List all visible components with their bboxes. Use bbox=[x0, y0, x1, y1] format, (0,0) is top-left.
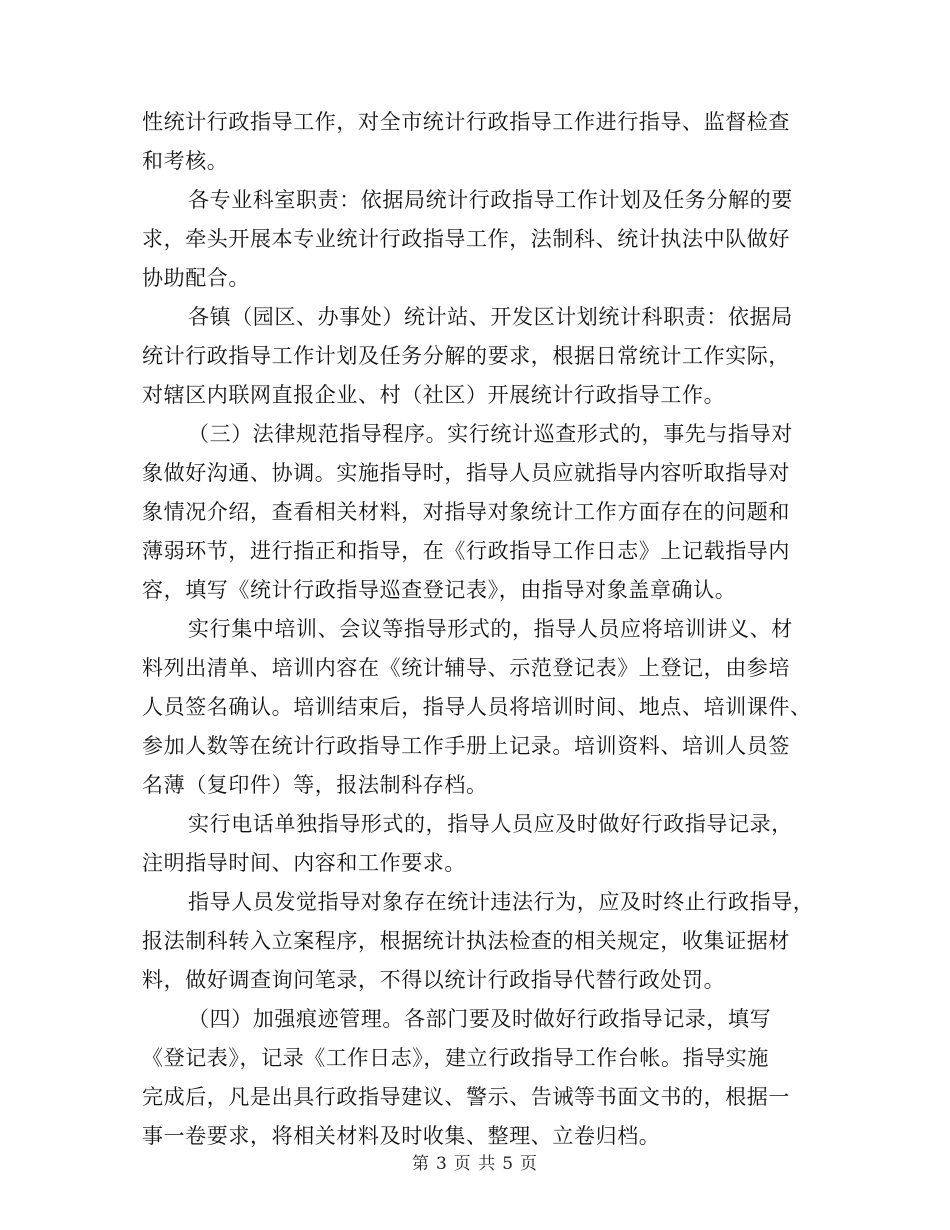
text-line: 事一卷要求，将相关材料及时收集、整理、立卷归档。 bbox=[142, 1124, 661, 1148]
text-line: 容，填写《统计行政指导巡查登记表》，由指导对象盖章确认。 bbox=[142, 578, 737, 602]
text-line: （四）加强痕迹管理。各部门要及时做好行政指导记录，填写 bbox=[188, 1007, 772, 1031]
paragraph-6 bbox=[142, 805, 812, 883]
text-line: 统计行政指导工作计划及任务分解的要求，根据日常统计工作实际， bbox=[142, 344, 790, 368]
text-line: 实行集中培训、会议等指导形式的，指导人员应将培训讲义、材 bbox=[188, 617, 793, 641]
text-line: 性统计行政指导工作，对全市统计行政指导工作进行指导、监督检查 bbox=[142, 110, 790, 134]
paragraph-7 bbox=[142, 883, 815, 1000]
text-line: 和考核。 bbox=[142, 149, 229, 173]
text-line: 完成后，凡是出具行政指导建议、警示、告诫等书面文书的，根据一 bbox=[142, 1085, 790, 1109]
document-body bbox=[142, 103, 815, 1156]
paragraph-2 bbox=[142, 181, 812, 298]
text-line: 象情况介绍，查看相关材料，对指导对象统计工作方面存在的问题和 bbox=[142, 500, 790, 524]
footer-prefix: 第 bbox=[411, 1154, 430, 1174]
paragraph-5 bbox=[142, 610, 812, 805]
text-line: 实行电话单独指导形式的，指导人员应及时做好行政指导记录， bbox=[188, 812, 793, 836]
text-line: 注明指导时间、内容和工作要求。 bbox=[142, 851, 466, 875]
page-footer bbox=[0, 1153, 950, 1175]
text-line: 人员签名确认。培训结束后，指导人员将培训时间、地点、培训课件、 bbox=[142, 695, 812, 719]
text-line: 指导人员发觉指导对象存在统计违法行为，应及时终止行政指导， bbox=[188, 890, 815, 914]
text-line: 名薄（复印件）等，报法制科存档。 bbox=[142, 773, 488, 797]
page-total: 5 bbox=[502, 1154, 515, 1174]
paragraph-3 bbox=[142, 298, 812, 415]
text-line: 报法制科转入立案程序，根据统计执法检查的相关规定，收集证据材 bbox=[142, 929, 790, 953]
text-line: 薄弱环节，进行指正和指导，在《行政指导工作日志》上记载指导内 bbox=[142, 539, 790, 563]
paragraph-4 bbox=[142, 415, 812, 610]
paragraph-8 bbox=[142, 1000, 812, 1156]
text-line: 象做好沟通、协调。实施指导时，指导人员应就指导内容听取指导对 bbox=[142, 461, 790, 485]
text-line: （三）法律规范指导程序。实行统计巡查形式的，事先与指导对 bbox=[188, 422, 793, 446]
text-line: 《登记表》，记录《工作日志》，建立行政指导工作台帐。指导实施 bbox=[142, 1046, 769, 1070]
text-line: 各专业科室职责：依据局统计行政指导工作计划及任务分解的要 bbox=[188, 188, 793, 212]
text-line: 协助配合。 bbox=[142, 266, 250, 290]
text-line: 参加人数等在统计行政指导工作手册上记录。培训资料、培训人员签 bbox=[142, 734, 790, 758]
text-line: 各镇（园区、办事处）统计站、开发区计划统计科职责：依据局 bbox=[188, 305, 793, 329]
text-line: 料列出清单、培训内容在《统计辅导、示范登记表》上登记，由参培 bbox=[142, 656, 790, 680]
text-line: 料，做好调查询问笔录，不得以统计行政指导代替行政处罚。 bbox=[142, 968, 726, 992]
text-line: 求，牵头开展本专业统计行政指导工作，法制科、统计执法中队做好 bbox=[142, 227, 790, 251]
footer-suffix: 页 bbox=[520, 1154, 539, 1174]
paragraph-1 bbox=[142, 103, 812, 181]
text-line: 对辖区内联网直报企业、村（社区）开展统计行政指导工作。 bbox=[142, 383, 726, 407]
page-number: 3 bbox=[435, 1154, 448, 1174]
footer-middle: 页 共 bbox=[453, 1154, 497, 1174]
